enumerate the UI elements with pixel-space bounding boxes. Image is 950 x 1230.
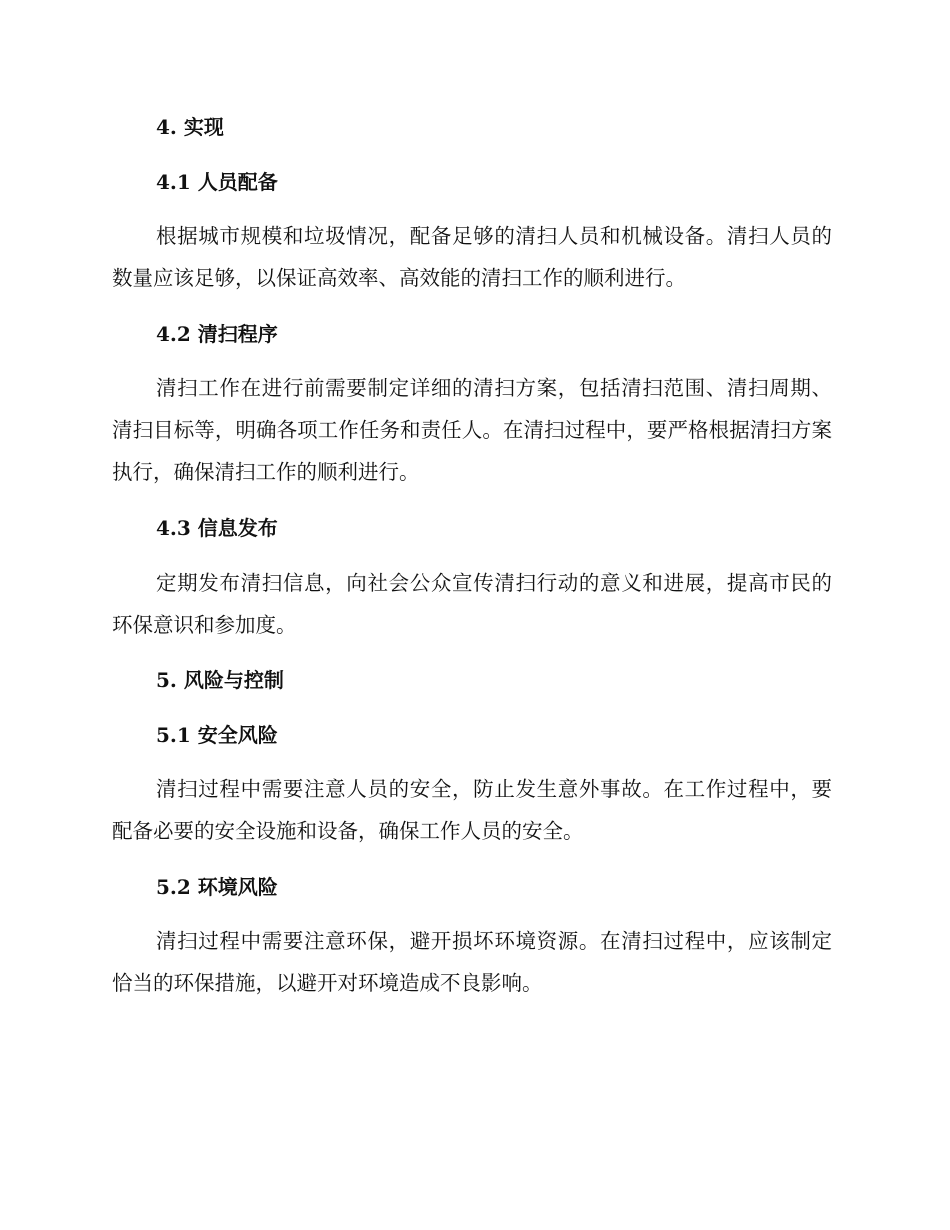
paragraph-4-1: 根据城市规模和垃圾情况，配备足够的清扫人员和机械设备。清扫人员的数量应该足够，以保证高效率、高效能的清扫工作的顺利进行。 bbox=[112, 224, 832, 290]
section-heading-5: 5. 风险与控制 bbox=[156, 668, 284, 692]
paragraph-4-2: 清扫工作在进行前需要制定详细的清扫方案，包括清扫范围、清扫周期、清扫目标等，明确各项工作任务和责任人。在清扫过程中，要严格根据清扫方案执行，确保清扫工作的顺利进行。 bbox=[112, 376, 832, 484]
paragraph-5-1: 清扫过程中需要注意人员的安全，防止发生意外事故。在工作过程中，要配备必要的安全设施和设备，确保工作人员的安全。 bbox=[112, 777, 832, 843]
section-heading-4: 4. 实现 bbox=[156, 115, 224, 139]
subsection-heading-4-2: 4.2 清扫程序 bbox=[156, 322, 278, 346]
paragraph-4-3: 定期发布清扫信息，向社会公众宣传清扫行动的意义和进展，提高市民的环保意识和参加度。 bbox=[112, 571, 832, 637]
subsection-heading-4-1: 4.1 人员配备 bbox=[156, 170, 278, 194]
paragraph-5-2: 清扫过程中需要注意环保，避开损坏环境资源。在清扫过程中，应该制定恰当的环保措施，以避开对环境造成不良影响。 bbox=[112, 929, 832, 995]
subsection-heading-4-3: 4.3 信息发布 bbox=[156, 516, 278, 540]
subsection-heading-5-2: 5.2 环境风险 bbox=[156, 875, 278, 899]
subsection-heading-5-1: 5.1 安全风险 bbox=[156, 723, 278, 747]
